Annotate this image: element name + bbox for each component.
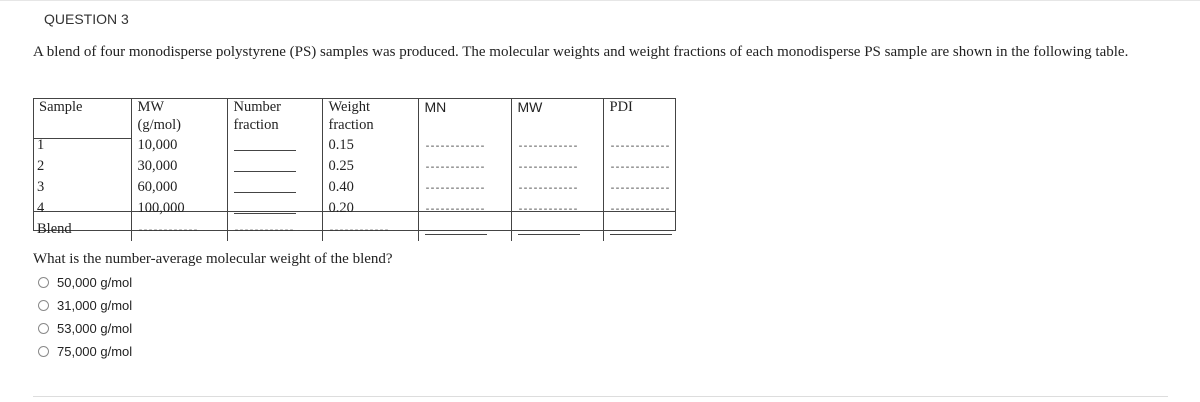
sample-id: 2 bbox=[37, 158, 45, 174]
blend-label: Blend bbox=[37, 221, 72, 237]
mw-dashes: ------------ bbox=[511, 178, 603, 199]
mw-value: 10,000 bbox=[131, 136, 227, 157]
table-row bbox=[33, 178, 676, 199]
sample-id: 1 bbox=[37, 137, 45, 153]
option-3[interactable] bbox=[38, 317, 132, 340]
sample-id: 3 bbox=[37, 179, 45, 195]
radio-button[interactable] bbox=[38, 323, 49, 334]
number-fraction-blank[interactable] bbox=[227, 178, 322, 199]
radio-button[interactable] bbox=[38, 300, 49, 311]
blend-row bbox=[33, 220, 676, 241]
option-1[interactable] bbox=[38, 271, 132, 294]
question-header bbox=[0, 0, 1200, 34]
option-4[interactable] bbox=[38, 340, 132, 363]
header-mw-average: MW bbox=[511, 98, 603, 136]
blend-number-dashes: ------------ bbox=[227, 220, 322, 241]
pdi-dashes: ------------ bbox=[603, 178, 676, 199]
header-weight-fraction: Weight fraction bbox=[322, 98, 418, 136]
data-table bbox=[33, 98, 676, 241]
blend-weight-dashes: ------------ bbox=[322, 220, 418, 241]
option-2[interactable] bbox=[38, 294, 132, 317]
pdi-dashes: ------------ bbox=[603, 136, 676, 157]
number-fraction-blank[interactable] bbox=[227, 157, 322, 178]
blend-mn-blank[interactable] bbox=[418, 220, 511, 241]
table-header-row bbox=[33, 98, 676, 136]
table-row bbox=[33, 199, 676, 220]
weight-fraction-value: 0.40 bbox=[322, 178, 418, 199]
header-mw: MW (g/mol) bbox=[131, 98, 227, 136]
table-row bbox=[33, 157, 676, 178]
option-label: 31,000 g/mol bbox=[57, 298, 133, 313]
sample-id: 4 bbox=[37, 200, 45, 216]
mw-dashes: ------------ bbox=[511, 157, 603, 178]
weight-fraction-value: 0.25 bbox=[322, 157, 418, 178]
header-pdi: PDI bbox=[603, 98, 676, 136]
option-label: 75,000 g/mol bbox=[57, 344, 133, 359]
option-label: 50,000 g/mol bbox=[57, 275, 133, 290]
header-mn: MN bbox=[418, 98, 511, 136]
weight-fraction-value: 0.20 bbox=[322, 199, 418, 220]
mw-value: 30,000 bbox=[131, 157, 227, 178]
blend-mw-blank[interactable] bbox=[511, 220, 603, 241]
mn-dashes: ------------ bbox=[418, 178, 511, 199]
number-fraction-blank[interactable] bbox=[227, 136, 322, 157]
question-ask: What is the number-average molecular weight of the blend? bbox=[33, 251, 393, 267]
number-fraction-blank[interactable] bbox=[227, 199, 322, 220]
question-title: QUESTION 3 bbox=[44, 11, 129, 27]
radio-button[interactable] bbox=[38, 277, 49, 288]
header-number-fraction: Number fraction bbox=[227, 98, 322, 136]
answer-options bbox=[38, 271, 132, 363]
pdi-dashes: ------------ bbox=[603, 157, 676, 178]
mw-dashes: ------------ bbox=[511, 199, 603, 220]
bottom-divider bbox=[33, 396, 1168, 397]
table-row bbox=[33, 136, 676, 157]
blend-mw-dashes: ------------ bbox=[131, 220, 227, 241]
header-sample: Sample bbox=[39, 99, 83, 115]
radio-button[interactable] bbox=[38, 346, 49, 357]
option-label: 53,000 g/mol bbox=[57, 321, 133, 336]
mw-value: 60,000 bbox=[131, 178, 227, 199]
mn-dashes: ------------ bbox=[418, 136, 511, 157]
pdi-dashes: ------------ bbox=[603, 199, 676, 220]
mn-dashes: ------------ bbox=[418, 157, 511, 178]
mw-dashes: ------------ bbox=[511, 136, 603, 157]
question-prompt: A blend of four monodisperse polystyrene (PS) samples was produced. The molecular weights and weight fractions of each monodisperse PS sample are shown in the following table. bbox=[33, 44, 1129, 60]
weight-fraction-value: 0.15 bbox=[322, 136, 418, 157]
mn-dashes: ------------ bbox=[418, 199, 511, 220]
blend-pdi-blank[interactable] bbox=[603, 220, 676, 241]
mw-value: 100,000 bbox=[131, 199, 227, 220]
